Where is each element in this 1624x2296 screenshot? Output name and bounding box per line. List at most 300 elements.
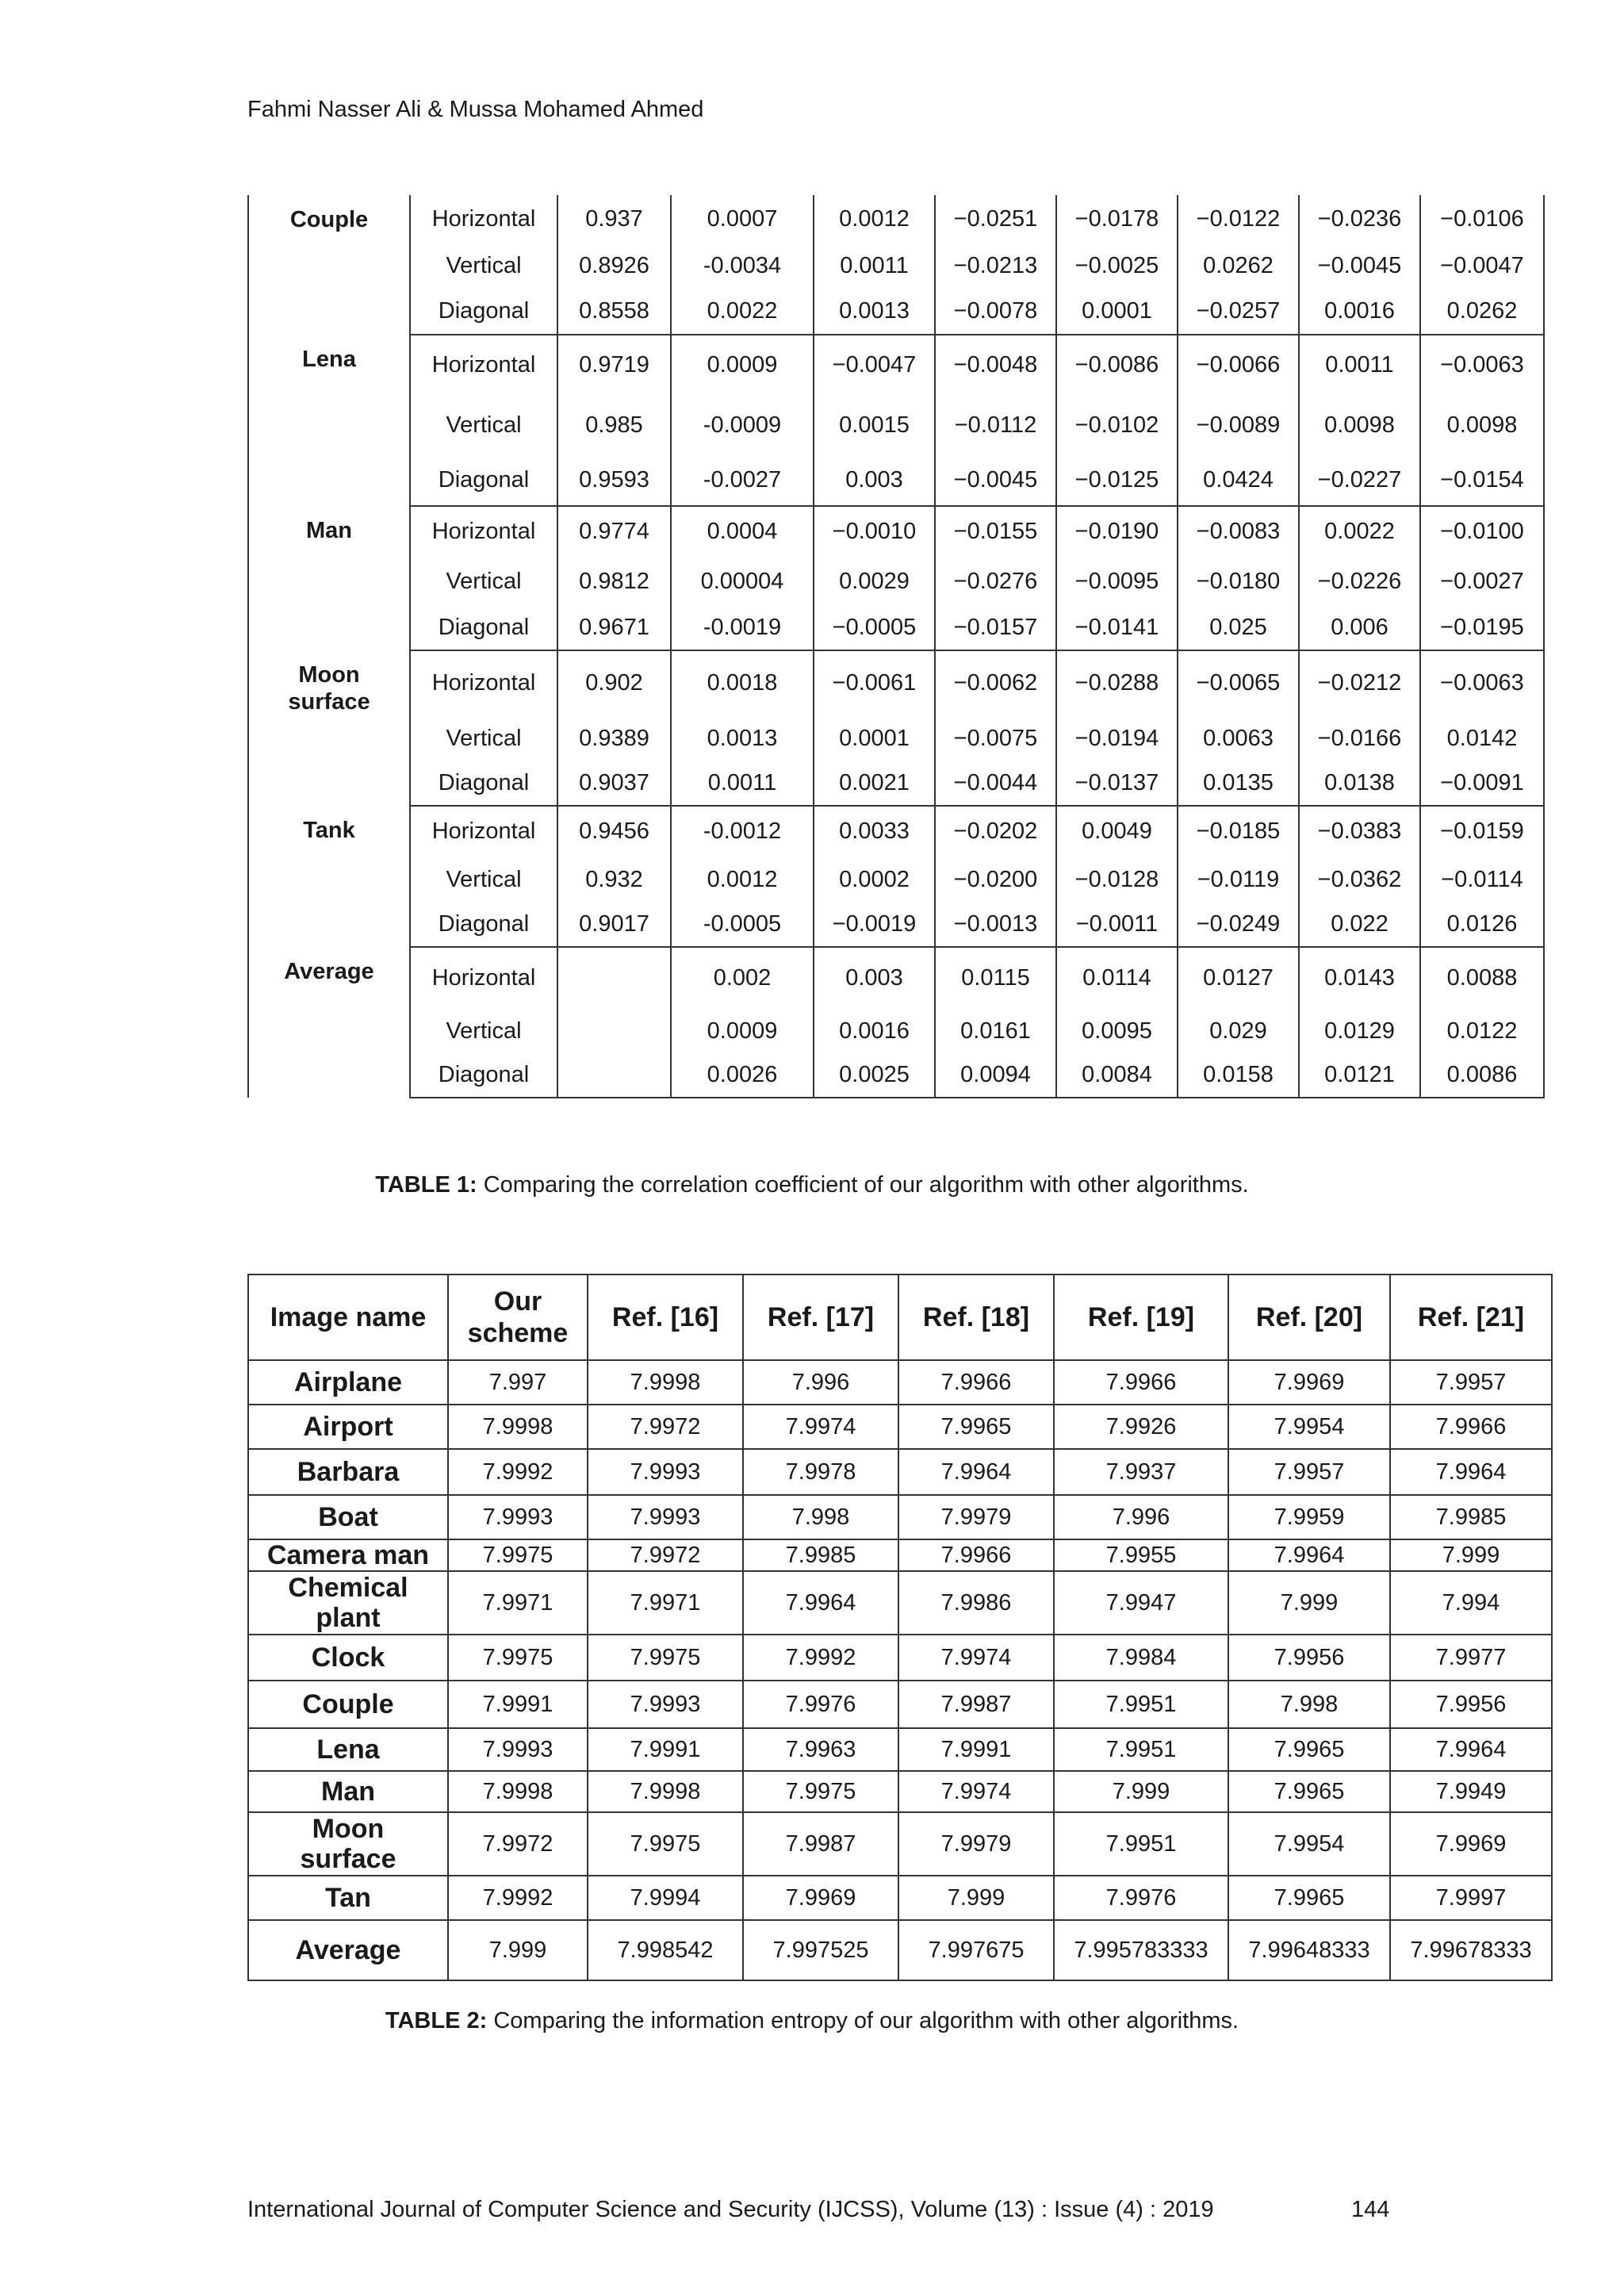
table2-image-name — [248, 1681, 448, 1728]
table2-cell: 7.9951 — [1054, 1728, 1228, 1771]
table1-direction: Diagonal — [410, 289, 557, 335]
table2-image-name — [248, 1812, 448, 1876]
table1-cell: 0.0262 — [1420, 289, 1544, 335]
table1-cell: −0.0075 — [935, 715, 1056, 761]
table1-cell: −0.0125 — [1056, 455, 1178, 506]
table2-image-name-line: plant — [316, 1603, 381, 1633]
table2-row — [248, 1405, 1552, 1449]
table1-direction: Diagonal — [410, 761, 557, 806]
table2-cell: 7.9985 — [743, 1539, 898, 1571]
table2-cell: 7.9969 — [1390, 1812, 1552, 1876]
table1-cell: −0.0212 — [1299, 650, 1420, 715]
table2-cell: 7.9966 — [1390, 1405, 1552, 1449]
table2-cell: 7.9964 — [1390, 1728, 1552, 1771]
table1-cell: 0.0001 — [814, 715, 935, 761]
table1-cell: −0.0194 — [1056, 715, 1178, 761]
table2-cell: 7.9966 — [1054, 1360, 1228, 1405]
table1-cell: −0.0045 — [1299, 243, 1420, 289]
table2-cell: 7.9972 — [448, 1812, 588, 1876]
table1-cell: −0.0100 — [1420, 506, 1544, 557]
table2-cell: 7.9998 — [448, 1771, 588, 1812]
table2-cell: 7.9979 — [898, 1812, 1054, 1876]
table1-direction: Horizontal — [410, 947, 557, 1009]
table1-cell: 0.0158 — [1178, 1053, 1299, 1098]
table2-cell: 7.9976 — [1054, 1876, 1228, 1920]
table2-image-name-line: Lena — [316, 1734, 380, 1765]
table1-image-name-line: Tank — [303, 818, 355, 843]
table2-image-name-line: Man — [321, 1777, 375, 1807]
table2-cell: 7.9984 — [1054, 1635, 1228, 1681]
table1-cell: 0.0002 — [814, 857, 935, 903]
table1-caption — [0, 1172, 1624, 1198]
table1-cell: 0.9593 — [557, 455, 671, 506]
table2-cell: 7.9957 — [1228, 1449, 1390, 1495]
table1-cell: −0.0045 — [935, 455, 1056, 506]
table1-direction: Vertical — [410, 715, 557, 761]
table1-cell: 0.0135 — [1178, 761, 1299, 806]
table1-cell: 0.0013 — [671, 715, 814, 761]
table1-cell: −0.0025 — [1056, 243, 1178, 289]
table2-cell: 7.9992 — [743, 1635, 898, 1681]
table2-header — [898, 1274, 1054, 1360]
table1-row — [248, 650, 1544, 715]
table2-cell: 7.998 — [1228, 1681, 1390, 1728]
table1-image-name-line: Average — [284, 959, 374, 984]
table2-header — [588, 1274, 743, 1360]
table2-cell: 7.9971 — [588, 1571, 743, 1635]
table2-cell: 7.999 — [1390, 1539, 1552, 1571]
table1-cell: 0.0015 — [814, 395, 935, 455]
table1-cell: -0.0019 — [671, 606, 814, 650]
table2-cell: 7.9972 — [588, 1405, 743, 1449]
table1-cell: −0.0122 — [1178, 195, 1299, 243]
table2-cell: 7.999 — [898, 1876, 1054, 1920]
table1-direction: Vertical — [410, 857, 557, 903]
table1-direction: Horizontal — [410, 806, 557, 857]
table1-cell: 0.0424 — [1178, 455, 1299, 506]
table1-row — [248, 455, 1544, 506]
table1-cell: 0.8926 — [557, 243, 671, 289]
table2-header — [248, 1274, 448, 1360]
table1-image-name — [248, 195, 410, 335]
table1-cell: -0.0012 — [671, 806, 814, 857]
table1-cell: −0.0185 — [1178, 806, 1299, 857]
table2-header-line: Ref. [17] — [767, 1302, 875, 1332]
table1-direction: Horizontal — [410, 506, 557, 557]
table2-cell: 7.9985 — [1390, 1495, 1552, 1539]
table2-cell: 7.9957 — [1390, 1360, 1552, 1405]
table2-cell: 7.9978 — [743, 1449, 898, 1495]
table2-cell: 7.9959 — [1228, 1495, 1390, 1539]
table1-cell: 0.025 — [1178, 606, 1299, 650]
table1-cell: 0.9389 — [557, 715, 671, 761]
table1-cell: −0.0102 — [1056, 395, 1178, 455]
table2-header — [1390, 1274, 1552, 1360]
table2-cell: 7.998 — [743, 1495, 898, 1539]
table1-cell: 0.0018 — [671, 650, 814, 715]
running-header: Fahmi Nasser Ali & Mussa Mohamed Ahmed — [247, 97, 704, 122]
table1-direction: Vertical — [410, 243, 557, 289]
table1-cell: −0.0065 — [1178, 650, 1299, 715]
table2-cell: 7.9974 — [743, 1405, 898, 1449]
table1-cell: 0.9671 — [557, 606, 671, 650]
table2-cell: 7.9947 — [1054, 1571, 1228, 1635]
table1-cell: 0.0011 — [1299, 335, 1420, 395]
table1-cell: 0.0011 — [671, 761, 814, 806]
table1-cell: −0.0089 — [1178, 395, 1299, 455]
table2-cell: 7.9974 — [898, 1771, 1054, 1812]
table1-cell: 0.0088 — [1420, 947, 1544, 1009]
table1-image-name-line: Lena — [302, 347, 356, 372]
table1-row — [248, 335, 1544, 395]
table2-cell: 7.9998 — [588, 1771, 743, 1812]
table1-row — [248, 506, 1544, 557]
table2-cell: 7.99648333 — [1228, 1920, 1390, 1980]
table1-cell: −0.0383 — [1299, 806, 1420, 857]
table1-cell: 0.0142 — [1420, 715, 1544, 761]
table2-image-name-line: Airplane — [293, 1367, 403, 1397]
table2-row — [248, 1635, 1552, 1681]
table2-cell: 7.998542 — [588, 1920, 743, 1980]
table1-cell: 0.0004 — [671, 506, 814, 557]
table1-cell: 0.0009 — [671, 335, 814, 395]
table1-cell: 0.022 — [1299, 903, 1420, 947]
table1-cell: 0.0115 — [935, 947, 1056, 1009]
table1-row — [248, 289, 1544, 335]
table1-cell: −0.0288 — [1056, 650, 1178, 715]
table1-cell: 0.9812 — [557, 557, 671, 606]
table2-cell: 7.9986 — [898, 1571, 1054, 1635]
table1-cell: −0.0091 — [1420, 761, 1544, 806]
table2-cell: 7.9964 — [1390, 1449, 1552, 1495]
table1-cell: 0.0121 — [1299, 1053, 1420, 1098]
table1-image-name — [248, 335, 410, 506]
table2-image-name-line: Clock — [311, 1642, 385, 1673]
table1-cell: 0.9774 — [557, 506, 671, 557]
table1-cell: 0.0262 — [1178, 243, 1299, 289]
table2-cell: 7.9991 — [588, 1728, 743, 1771]
table2-image-name — [248, 1728, 448, 1771]
table1-cell: 0.0098 — [1420, 395, 1544, 455]
table1-cell: −0.0010 — [814, 506, 935, 557]
table2-cell: 7.9965 — [1228, 1728, 1390, 1771]
table1-image-name-line: Man — [306, 518, 352, 543]
table1-cell: −0.0178 — [1056, 195, 1178, 243]
table2-caption-label: TABLE 2: — [385, 2008, 488, 2033]
table1-cell: −0.0114 — [1420, 857, 1544, 903]
table1-row — [248, 243, 1544, 289]
table1-cell: 0.003 — [814, 947, 935, 1009]
table1-cell: 0.0029 — [814, 557, 935, 606]
table1-cell: −0.0257 — [1178, 289, 1299, 335]
table2-image-name — [248, 1495, 448, 1539]
table1-cell: 0.002 — [671, 947, 814, 1009]
table1-row — [248, 606, 1544, 650]
table2-row — [248, 1360, 1552, 1405]
table1-direction: Vertical — [410, 557, 557, 606]
table1-cell: −0.0155 — [935, 506, 1056, 557]
table2-cell: 7.9993 — [448, 1728, 588, 1771]
table1-cell: -0.0009 — [671, 395, 814, 455]
table1-cell: −0.0112 — [935, 395, 1056, 455]
table2-cell: 7.996 — [743, 1360, 898, 1405]
table2-image-name — [248, 1449, 448, 1495]
table2-cell: 7.9987 — [743, 1812, 898, 1876]
table1-row — [248, 557, 1544, 606]
table1-image-name — [248, 806, 410, 947]
table2-cell: 7.9992 — [448, 1876, 588, 1920]
table1-cell: 0.985 — [557, 395, 671, 455]
table2-caption — [0, 2008, 1624, 2034]
table2-cell: 7.9951 — [1054, 1812, 1228, 1876]
table2-cell: 7.9964 — [743, 1571, 898, 1635]
table1-cell: -0.0034 — [671, 243, 814, 289]
table1-direction: Horizontal — [410, 195, 557, 243]
table1-cell: 0.9017 — [557, 903, 671, 947]
table2-cell: 7.9974 — [898, 1635, 1054, 1681]
table1-row — [248, 195, 1544, 243]
entropy-table — [247, 1274, 1553, 1981]
table1-cell: −0.0106 — [1420, 195, 1544, 243]
table2-cell: 7.999 — [1054, 1771, 1228, 1812]
table1-cell: 0.003 — [814, 455, 935, 506]
table1-cell: 0.0129 — [1299, 1009, 1420, 1053]
table1-cell: 0.0094 — [935, 1053, 1056, 1098]
table1-cell: 0.0033 — [814, 806, 935, 857]
table2-cell: 7.9987 — [898, 1681, 1054, 1728]
table1-cell: −0.0251 — [935, 195, 1056, 243]
table2-cell: 7.9975 — [588, 1635, 743, 1681]
table1-cell: −0.0159 — [1420, 806, 1544, 857]
table2-cell: 7.9998 — [588, 1360, 743, 1405]
table1-cell: 0.0127 — [1178, 947, 1299, 1009]
table2-row — [248, 1920, 1552, 1980]
table2-cell: 7.9969 — [743, 1876, 898, 1920]
table2-header-line: Ref. [21] — [1417, 1302, 1525, 1332]
table2-cell: 7.9993 — [588, 1495, 743, 1539]
table1-cell: −0.0005 — [814, 606, 935, 650]
table1-cell: 0.0011 — [814, 243, 935, 289]
table1-cell: 0.0021 — [814, 761, 935, 806]
table1-image-name — [248, 506, 410, 650]
table1-cell: 0.9037 — [557, 761, 671, 806]
table2-image-name-line: Barbara — [297, 1457, 400, 1487]
table1-cell: −0.0180 — [1178, 557, 1299, 606]
table2-cell: 7.9972 — [588, 1539, 743, 1571]
table2-cell: 7.9991 — [448, 1681, 588, 1728]
table1-direction: Horizontal — [410, 650, 557, 715]
journal-citation: International Journal of Computer Science and Security (IJCSS), Volume (13) : Issue (4) : 2019 — [247, 2197, 1214, 2222]
table2-cell: 7.9926 — [1054, 1405, 1228, 1449]
table1-row — [248, 715, 1544, 761]
table2-header — [743, 1274, 898, 1360]
table2-header — [448, 1274, 588, 1360]
table2-image-name-line: Boat — [318, 1502, 378, 1532]
table2-cell: 7.9993 — [448, 1495, 588, 1539]
table1-cell: −0.0078 — [935, 289, 1056, 335]
table1-cell: −0.0119 — [1178, 857, 1299, 903]
table2-image-name-line: Moon — [312, 1814, 385, 1844]
table1-cell: 0.0086 — [1420, 1053, 1544, 1098]
table1-cell: −0.0063 — [1420, 650, 1544, 715]
table1-direction: Vertical — [410, 1009, 557, 1053]
table1-cell: 0.0138 — [1299, 761, 1420, 806]
table2-cell: 7.9992 — [448, 1449, 588, 1495]
table2-cell: 7.995783333 — [1054, 1920, 1228, 1980]
table2-caption-text: Comparing the information entropy of our algorithm with other algorithms. — [487, 2008, 1239, 2033]
table2-image-name — [248, 1876, 448, 1920]
table2-row — [248, 1539, 1552, 1571]
table2-cell: 7.9977 — [1390, 1635, 1552, 1681]
table2-image-name — [248, 1539, 448, 1571]
table1-cell: −0.0063 — [1420, 335, 1544, 395]
table1-cell: −0.0066 — [1178, 335, 1299, 395]
table2-header-line: Ref. [19] — [1087, 1302, 1195, 1332]
table2-cell: 7.9955 — [1054, 1539, 1228, 1571]
table1-cell: 0.0012 — [814, 195, 935, 243]
table1-direction: Diagonal — [410, 903, 557, 947]
table1-cell: 0.0143 — [1299, 947, 1420, 1009]
table2-cell: 7.9997 — [1390, 1876, 1552, 1920]
table1-direction: Vertical — [410, 395, 557, 455]
table2-cell: 7.9954 — [1228, 1812, 1390, 1876]
table1-cell: −0.0044 — [935, 761, 1056, 806]
table1-cell: −0.0095 — [1056, 557, 1178, 606]
table1-row — [248, 857, 1544, 903]
page-footer — [247, 2197, 1390, 2223]
table1-cell: −0.0019 — [814, 903, 935, 947]
table2-header-line: Ref. [20] — [1255, 1302, 1363, 1332]
table1-cell: 0.0126 — [1420, 903, 1544, 947]
table1-cell: 0.006 — [1299, 606, 1420, 650]
table2-cell: 7.9963 — [743, 1728, 898, 1771]
table1-cell: −0.0195 — [1420, 606, 1544, 650]
table1-cell: 0.00004 — [671, 557, 814, 606]
table1-image-name-line: Moon — [298, 662, 360, 688]
table2-cell: 7.9976 — [743, 1681, 898, 1728]
table2-cell: 7.9975 — [588, 1812, 743, 1876]
table2-header-line: Ref. [18] — [922, 1302, 1030, 1332]
table1-cell: −0.0190 — [1056, 506, 1178, 557]
table1-row — [248, 1009, 1544, 1053]
table2-cell: 7.9937 — [1054, 1449, 1228, 1495]
table2-cell: 7.9975 — [743, 1771, 898, 1812]
table1-cell: −0.0213 — [935, 243, 1056, 289]
table2-row — [248, 1681, 1552, 1728]
table2-cell: 7.9993 — [588, 1681, 743, 1728]
table2-image-name-line: Tan — [325, 1883, 371, 1913]
table2-cell: 7.9949 — [1390, 1771, 1552, 1812]
table1-cell: 0.029 — [1178, 1009, 1299, 1053]
table1-cell: −0.0226 — [1299, 557, 1420, 606]
table1-cell: 0.0001 — [1056, 289, 1178, 335]
table1-cell: 0.0022 — [671, 289, 814, 335]
table2-row — [248, 1449, 1552, 1495]
table2-cell: 7.994 — [1390, 1571, 1552, 1635]
table1-cell: 0.0025 — [814, 1053, 935, 1098]
table1-cell: −0.0061 — [814, 650, 935, 715]
table2-cell: 7.9951 — [1054, 1681, 1228, 1728]
table2-cell: 7.997525 — [743, 1920, 898, 1980]
table2-header-line: Image name — [270, 1302, 427, 1332]
table1-cell: 0.0013 — [814, 289, 935, 335]
table1-caption-label: TABLE 1: — [375, 1172, 477, 1198]
table2-cell: 7.999 — [448, 1920, 588, 1980]
table1-cell: −0.0157 — [935, 606, 1056, 650]
table2-image-name — [248, 1771, 448, 1812]
table2-row — [248, 1876, 1552, 1920]
table2-cell: 7.9994 — [588, 1876, 743, 1920]
table1-direction: Horizontal — [410, 335, 557, 395]
table2-cell: 7.9964 — [898, 1449, 1054, 1495]
table1-cell — [557, 1009, 671, 1053]
table1-row — [248, 947, 1544, 1009]
table2-cell: 7.9975 — [448, 1635, 588, 1681]
table1-cell: 0.0049 — [1056, 806, 1178, 857]
table1-cell: −0.0027 — [1420, 557, 1544, 606]
table1-cell: 0.0007 — [671, 195, 814, 243]
table2-cell: 7.999 — [1228, 1571, 1390, 1635]
table2-image-name — [248, 1571, 448, 1635]
table1-cell: 0.932 — [557, 857, 671, 903]
table1-cell: −0.0362 — [1299, 857, 1420, 903]
table2-cell: 7.9975 — [448, 1539, 588, 1571]
table2-row — [248, 1812, 1552, 1876]
table2-cell: 7.9979 — [898, 1495, 1054, 1539]
table1-cell: 0.0114 — [1056, 947, 1178, 1009]
table2-cell: 7.9956 — [1390, 1681, 1552, 1728]
table2-row — [248, 1495, 1552, 1539]
table1-cell: 0.0084 — [1056, 1053, 1178, 1098]
table2-header-line: Our — [493, 1286, 542, 1317]
table2-cell: 7.9969 — [1228, 1360, 1390, 1405]
table2-cell: 7.9971 — [448, 1571, 588, 1635]
table1-row — [248, 806, 1544, 857]
table1-cell: −0.0048 — [935, 335, 1056, 395]
table2-cell: 7.9956 — [1228, 1635, 1390, 1681]
table2-row — [248, 1771, 1552, 1812]
table1-cell: 0.0026 — [671, 1053, 814, 1098]
table1-cell: −0.0200 — [935, 857, 1056, 903]
table1-cell: 0.937 — [557, 195, 671, 243]
table1-cell: −0.0276 — [935, 557, 1056, 606]
table1-caption-text: Comparing the correlation coefficient of our algorithm with other algorithms. — [477, 1172, 1249, 1198]
table1-cell: −0.0154 — [1420, 455, 1544, 506]
table2-image-name-line: Airport — [303, 1412, 393, 1442]
table1-cell: -0.0027 — [671, 455, 814, 506]
table1-image-name-line: surface — [288, 689, 370, 715]
table2-header-line: Ref. [16] — [611, 1302, 719, 1332]
table1-cell: 0.9719 — [557, 335, 671, 395]
table2-image-name — [248, 1920, 448, 1980]
table2-cell: 7.9966 — [898, 1539, 1054, 1571]
table1-cell: 0.8558 — [557, 289, 671, 335]
table2-header — [1228, 1274, 1390, 1360]
table2-image-name — [248, 1635, 448, 1681]
table1-cell: 0.0022 — [1299, 506, 1420, 557]
table1-cell: −0.0086 — [1056, 335, 1178, 395]
table2-cell: 7.996 — [1054, 1495, 1228, 1539]
table2-cell: 7.9964 — [1228, 1539, 1390, 1571]
table2-cell: 7.9965 — [1228, 1771, 1390, 1812]
table1-row — [248, 903, 1544, 947]
table1-cell: 0.0122 — [1420, 1009, 1544, 1053]
table2-cell: 7.9993 — [588, 1449, 743, 1495]
table1-image-name-line: Couple — [289, 207, 369, 232]
table1-cell: 0.0009 — [671, 1009, 814, 1053]
table1-image-name — [248, 650, 410, 806]
table1-cell: −0.0011 — [1056, 903, 1178, 947]
